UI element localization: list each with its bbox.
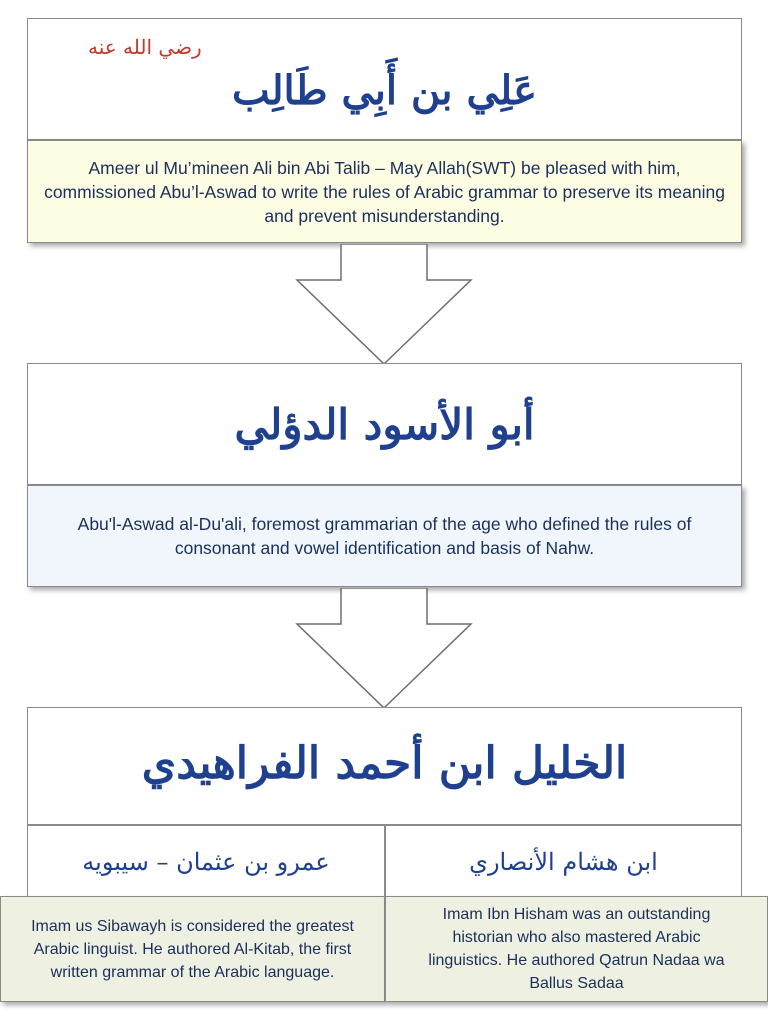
sibawayh-arabic-name: عمرو بن عثمان – سيبويه	[82, 848, 330, 876]
aswad-arabic-name: أبو الأسود الدؤلي	[234, 400, 535, 449]
aswad-description: Abu'l-Aswad al-Du'ali, foremost grammarian of the age who defined the rules of consonant and vowel identification and basis of Nahw.	[77, 514, 692, 558]
ibn-hisham-description: Imam Ibn Hisham was an outstanding historian who also mastered Arabic linguistics. He authored Qatrun Nadaa wa Ballus Sadaa	[428, 906, 725, 992]
ibn-hisham-arabic-name: ابن هشام الأنصاري	[469, 848, 658, 876]
honorific-text: رضي الله عنه	[88, 35, 202, 59]
ali-description: Ameer ul Mu’mineen Ali bin Abi Talib – May Allah(SWT) be pleased with him, commissioned Abu’l-Aswad to write the rules of Arabic grammar to preserve its meaning and prevent misunderstanding.	[44, 157, 725, 226]
down-arrow-2	[295, 588, 473, 710]
aswad-title-box	[27, 363, 742, 485]
down-arrow-1	[295, 244, 473, 366]
sibawayh-name-box	[27, 825, 385, 897]
khalil-title-box	[27, 707, 742, 825]
ali-arabic-name: عَلِي بن أَبِي طَالِب	[232, 67, 537, 114]
khalil-arabic-name: الخليل ابن أحمد الفراهيدي	[141, 738, 628, 789]
ali-description-box	[27, 140, 742, 243]
sibawayh-description-box	[0, 896, 385, 1002]
ali-title-box	[27, 18, 742, 140]
sibawayh-description: Imam us Sibawayh is considered the greatest Arabic linguist. He authored Al-Kitab, the first written grammar of the Arabic language.	[31, 917, 354, 981]
aswad-description-box	[27, 485, 742, 587]
ibn-hisham-name-box	[385, 825, 742, 897]
ibn-hisham-description-box	[385, 896, 768, 1002]
